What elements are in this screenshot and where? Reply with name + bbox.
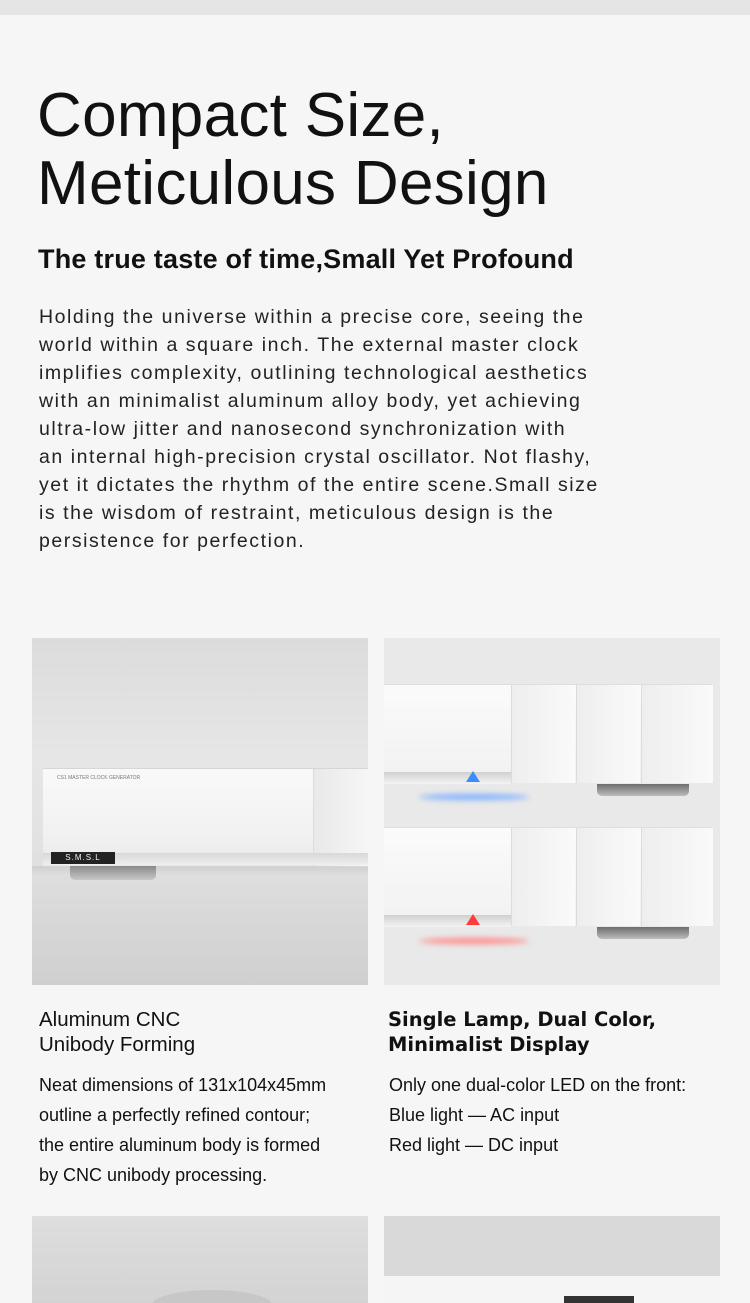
- intro-line: Holding the universe within a precise core, seeing the: [39, 306, 585, 328]
- bottom-right-image: [384, 1216, 720, 1303]
- bottom-left-image: [32, 1216, 368, 1303]
- device-foot: [597, 784, 689, 796]
- card-title-led: [388, 1007, 656, 1057]
- intro-line: an internal high-precision crystal oscillator. Not flashy,: [39, 446, 592, 468]
- device-caption: CS1 MASTER CLOCK GENERATOR: [57, 775, 141, 781]
- card-text-led: [389, 1070, 686, 1160]
- hero-subtitle: The true taste of time,Small Yet Profound: [38, 244, 574, 274]
- device-panel: [641, 828, 713, 926]
- device-foot: [597, 927, 689, 939]
- card-text-line: Red light — DC input: [389, 1135, 559, 1155]
- red-glow: [419, 938, 529, 944]
- intro-line: yet it dictates the rhythm of the entire scene.Small size: [39, 474, 599, 496]
- card-title-line: Unibody Forming: [39, 1033, 196, 1056]
- device-panel: [511, 685, 575, 783]
- card-text-line: Only one dual-color LED on the front:: [389, 1075, 687, 1095]
- device-top-arc: [152, 1290, 272, 1303]
- card-text-line: outline a perfectly refined contour;: [39, 1105, 311, 1125]
- card-text-line: by CNC unibody processing.: [39, 1165, 268, 1185]
- hero-title: [37, 82, 549, 218]
- hero-title-line-1: Compact Size,: [37, 81, 445, 150]
- top-bar: [0, 0, 750, 15]
- hero-title-line-2: Meticulous Design: [37, 149, 549, 218]
- intro-line: world within a square inch. The external master clock: [39, 334, 580, 356]
- led-product-image: [384, 638, 720, 985]
- device-panel: [576, 685, 640, 783]
- card-text-line: the entire aluminum body is formed: [39, 1135, 321, 1155]
- card-text-line: Neat dimensions of 131x104x45mm: [39, 1075, 327, 1095]
- device-unit-blue: [384, 684, 712, 783]
- device-panel: [641, 685, 713, 783]
- intro-line: ultra-low jitter and nanosecond synchronization with: [39, 418, 567, 440]
- card-text-line: Blue light — AC input: [389, 1105, 560, 1125]
- intro-line: implifies complexity, outlining technological aesthetics: [39, 362, 589, 384]
- device-strip: [384, 772, 511, 784]
- device-unit-red: [384, 827, 712, 926]
- card-title-cnc: [39, 1007, 195, 1057]
- device-panel: [576, 828, 640, 926]
- device-top-surface: [384, 1276, 720, 1303]
- card-text-cnc: [39, 1070, 326, 1190]
- device-panel: [511, 828, 575, 926]
- intro-line: with an minimalist aluminum alloy body, yet achieving: [39, 390, 582, 412]
- card-title-line: Aluminum CNC: [39, 1008, 181, 1031]
- blue-led-icon: [466, 771, 480, 782]
- blue-glow: [419, 794, 529, 800]
- intro-line: persistence for perfection.: [39, 530, 306, 552]
- smsl-logo: S.M.S.L: [51, 852, 115, 864]
- red-led-icon: [466, 914, 480, 925]
- device-foot: [70, 866, 156, 880]
- device-body: [43, 768, 368, 867]
- intro-line: is the wisdom of restraint, meticulous design is the: [39, 502, 555, 524]
- warning-label: [564, 1296, 634, 1303]
- cnc-product-image: [32, 638, 368, 985]
- card-title-line: Minimalist Display: [388, 1033, 590, 1056]
- intro-paragraph: [39, 303, 729, 555]
- device-strip: [384, 915, 511, 927]
- card-title-line: Single Lamp, Dual Color,: [388, 1008, 656, 1031]
